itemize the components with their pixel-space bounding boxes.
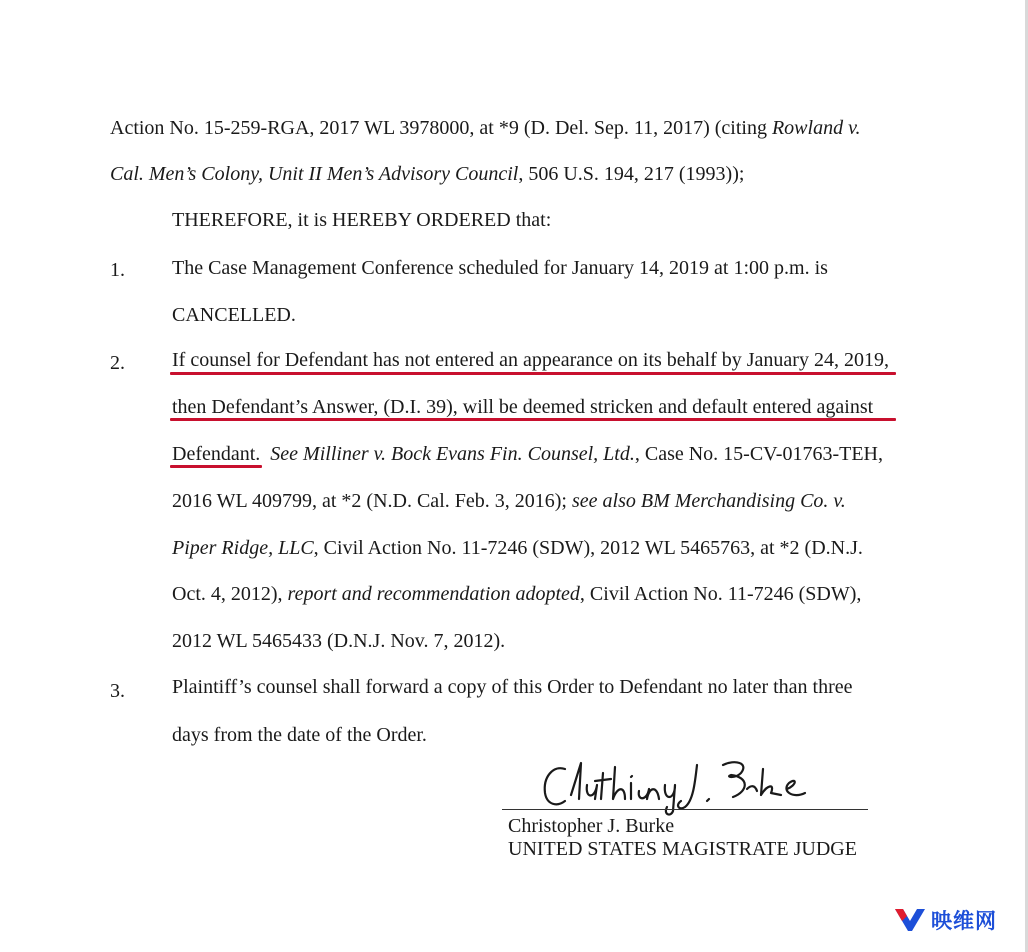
- intro-line-1: [110, 116, 860, 140]
- citation-text: , 506 U.S. 194, 217 (1993));: [518, 163, 745, 185]
- citation-text: , Civil Action No. 11-7246 (SDW), 2012 WL 5465763, at *2 (D.N.J.: [313, 537, 863, 559]
- case-citation: Piper Ridge, LLC: [172, 537, 314, 559]
- citation-text: 2016 WL 409799, at *2 (N.D. Cal. Feb. 3, 2016);: [172, 490, 572, 512]
- item-2-line-4: [172, 489, 846, 513]
- item-2-line-1: If counsel for Defendant has not entered an appearance on its behalf by January 24, 2019,: [172, 349, 889, 371]
- case-citation: Rowland v.: [771, 117, 861, 139]
- item-number-1: 1.: [110, 259, 125, 281]
- item-2-line-7: 2012 WL 5465433 (D.N.J. Nov. 7, 2012).: [172, 630, 506, 652]
- highlight-underline: [170, 372, 896, 375]
- item-number-3: 3.: [110, 680, 125, 702]
- item-3-line-1: Plaintiff’s counsel shall forward a copy of this Order to Defendant no later than three: [172, 676, 853, 698]
- therefore-clause: THEREFORE, it is HEREBY ORDERED that:: [172, 209, 552, 231]
- signer-title: UNITED STATES MAGISTRATE JUDGE: [508, 838, 857, 860]
- defendant-word: Defendant.: [172, 443, 261, 465]
- highlight-underline: [170, 418, 896, 421]
- citation-text: , Civil Action No. 11-7246 (SDW),: [579, 583, 862, 605]
- watermark-text: 映维网: [931, 909, 997, 933]
- signature-line: [502, 809, 868, 810]
- citation-text: , Case No. 15-CV-01763-TEH,: [634, 443, 883, 465]
- case-citation: see also BM Merchandising Co. v.: [571, 490, 846, 512]
- intro-line-2: [110, 162, 744, 186]
- item-2-line-2: then Defendant’s Answer, (D.I. 39), will be deemed stricken and default entered against: [172, 396, 874, 418]
- item-number-2: 2.: [110, 352, 125, 374]
- watermark-logo: [893, 905, 1015, 935]
- signer-name: Christopher J. Burke: [508, 815, 675, 837]
- case-citation: See Milliner v. Bock Evans Fin. Counsel, Ltd.: [270, 443, 635, 465]
- handwritten-signature: [535, 755, 825, 817]
- case-citation: report and recommendation adopted: [287, 583, 580, 605]
- citation-text: Oct. 4, 2012),: [172, 583, 288, 605]
- item-1-line-2: CANCELLED.: [172, 304, 296, 326]
- case-citation: Cal. Men’s Colony, Unit II Men’s Advisory Council: [110, 163, 519, 185]
- item-2-line-5: [172, 536, 863, 560]
- item-2-line-3: [172, 442, 883, 466]
- yivian-logo-icon: [893, 907, 927, 933]
- item-3-line-2: days from the date of the Order.: [172, 724, 427, 746]
- highlight-underline: [170, 465, 262, 468]
- intro-text: Action No. 15-259-RGA, 2017 WL 3978000, at *9 (D. Del. Sep. 11, 2017) (citing: [110, 117, 772, 139]
- item-2-line-6: [172, 582, 861, 606]
- item-1-line-1: The Case Management Conference scheduled for January 14, 2019 at 1:00 p.m. is: [172, 257, 828, 279]
